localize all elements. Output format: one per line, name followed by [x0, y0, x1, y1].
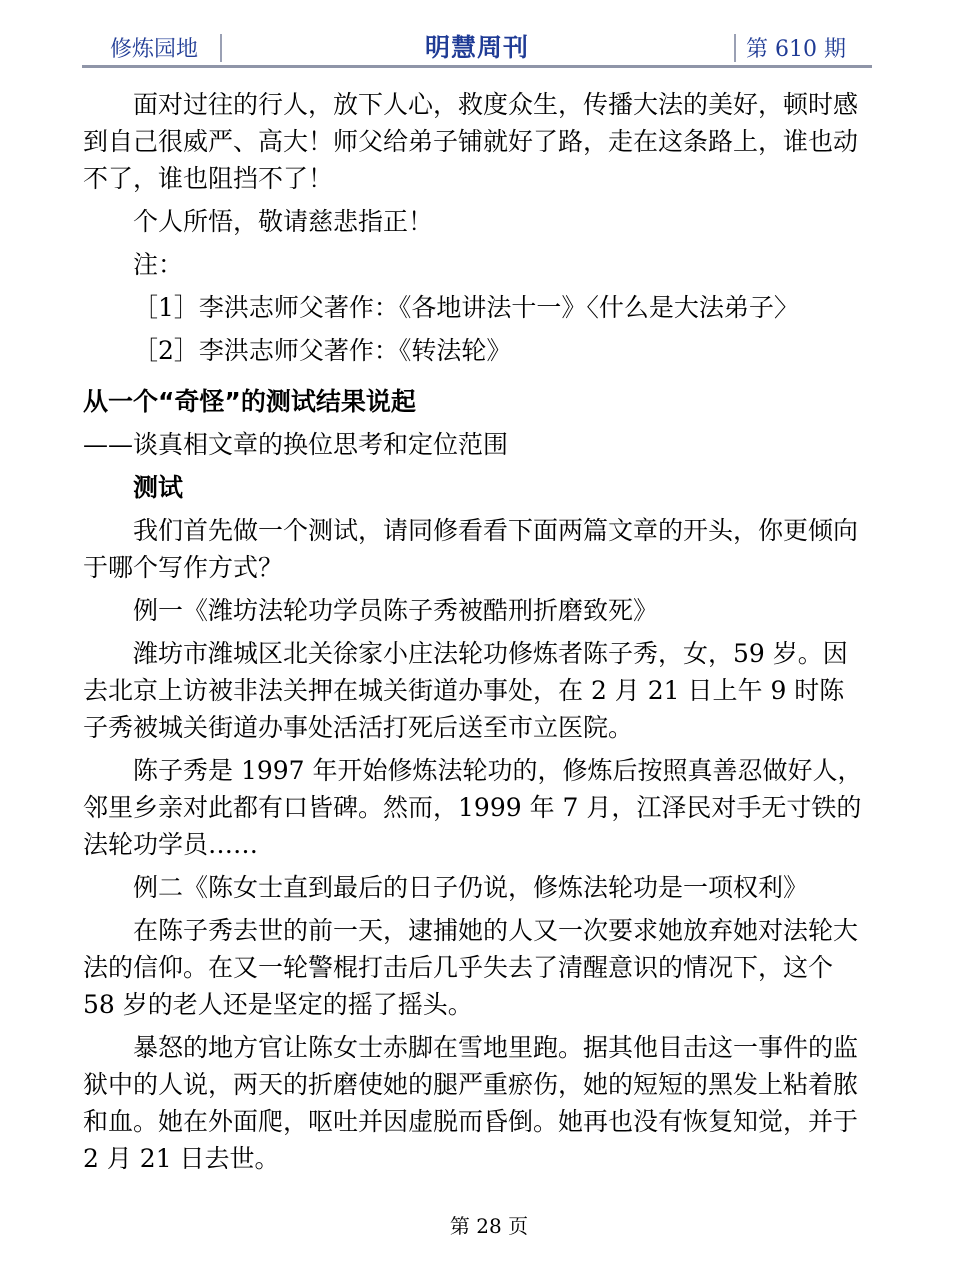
page-content: [83, 86, 869, 1177]
note-label: 注：: [133, 250, 184, 279]
header-rule: [82, 65, 872, 68]
example-title: 例二《陈女士直到最后的日子仍说，修炼法轮功是一项权利》: [133, 873, 809, 902]
page-number: 第 28 页: [449, 1214, 529, 1238]
article-subtitle: ——谈真相文章的换位思考和定位范围: [83, 430, 509, 459]
section-heading: 测试: [133, 473, 184, 502]
issue-number: 第 610 期: [746, 37, 846, 62]
body-paragraph: 面对过往的行人，放下人心，救度众生，传播大法的美好，顿时感到自己很威严、高大！师父给弟子铺就好了路，走在这条路上，谁也动不了，谁也阻挡不了！: [83, 90, 859, 193]
section-name: 修炼园地: [110, 37, 199, 62]
publication-title: 明慧周刊: [424, 33, 529, 62]
header-divider-right: [734, 34, 736, 62]
body-paragraph: 个人所悟，敬请慈悲指正！: [133, 207, 434, 236]
example-title: 例一《潍坊法轮功学员陈子秀被酷刑折磨致死》: [133, 596, 659, 625]
article-paragraph: 潍坊市潍城区北关徐家小庄法轮功修炼者陈子秀，女，59 岁。因去北京上访被非法关押在城关街道办事处，在 2 月 21 日上午 9 时陈子秀被城关街道办事处活活打死后送至市立医院。: [83, 639, 848, 742]
article-paragraph: 陈子秀是 1997 年开始修炼法轮功的，修炼后按照真善忍做好人，邻里乡亲对此都有口皆碑。然而，1999 年 7 月，江泽民对手无寸铁的法轮功学员……: [83, 756, 863, 859]
note-item: ［2］李洪志师父著作：《转法轮》: [133, 336, 512, 365]
article-paragraph: 我们首先做一个测试，请同修看看下面两篇文章的开头，你更倾向于哪个写作方式？: [83, 516, 859, 582]
article-paragraph: 暴怒的地方官让陈女士赤脚在雪地里跑。据其他目击这一事件的监狱中的人说，两天的折磨使她的腿严重瘀伤，她的短短的黑发上粘着脓和血。她在外面爬，呕吐并因虚脱而昏倒。她再也没有恢复知觉，并于 2 月 21 日去世。: [83, 1033, 859, 1173]
article-paragraph: 在陈子秀去世的前一天，逮捕她的人又一次要求她放弃她对法轮大法的信仰。在又一轮警棍打击后几乎失去了清醒意识的情况下，这个 58 岁的老人还是坚定的摇了摇头。: [83, 916, 859, 1019]
page-header: [82, 30, 872, 68]
note-item: ［1］李洪志师父著作：《各地讲法十一》〈什么是大法弟子〉: [133, 293, 799, 322]
article-title: 从一个“奇怪”的测试结果说起: [83, 387, 416, 416]
